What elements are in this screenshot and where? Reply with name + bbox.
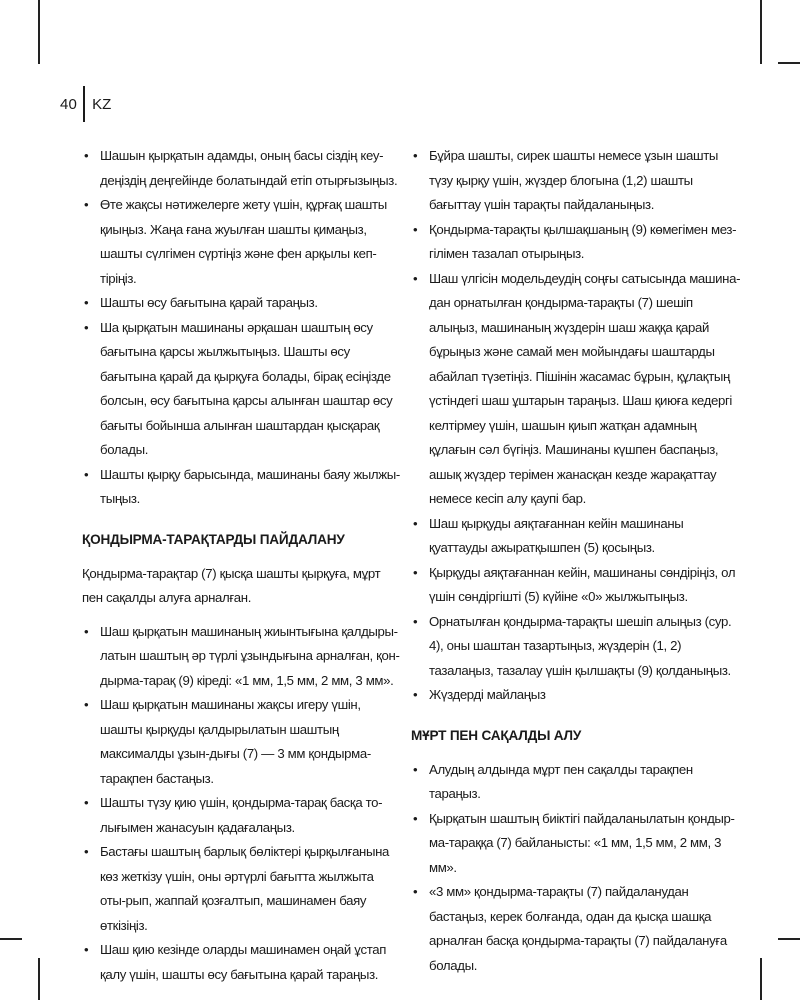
list-item: • Бұйра шашты, сирек шашты немесе ұзын шашты түзу қырқу үшін, жүздер блогына (1,2) шашты бағыттау үшін тарақты пайдаланыңыз. — [411, 144, 741, 218]
section-heading-comb-attachments: ҚОНДЫРМА-ТАРАҚТАРДЫ ПАЙДАЛАНУ — [82, 531, 345, 547]
list-item: • Шашын қырқатын адамды, оның басы сіздің кеу-деңіздің деңгейінде болатындай етіп отырғызыңыз. — [82, 144, 400, 193]
page-number: 40 — [60, 95, 78, 113]
list-item: • Шаш қырқатын машинаны жақсы игеру үшін, шашты қырқуды қалдырылатын шаштың максималды ұзын-дығы (7) — 3 мм қондырма-тарақпен бастаңыз. — [82, 693, 400, 791]
bullet-icon: • — [413, 810, 418, 826]
header-divider — [83, 86, 85, 122]
section-paragraph: Қондырма-тарақтар (7) қысқа шашты қырқуға, мұрт пен сақалды алуға арналған. — [82, 565, 381, 605]
list-item: • Бастағы шаштың барлық бөліктері қырқылғанына көз жеткізу үшін, оны әртүрлі бағытта жылжыта оты-рып, жаппай қозғалтып, машинамен баяу өткізіңіз. — [82, 840, 400, 938]
list-item: • Өте жақсы нәтижелерге жету үшін, құрғақ шашты қиыңыз. Жаңа ғана жуылған шашты қимаңыз, шашты сүлгімен сүртіңіз және фен арқылы кеп-тіріңіз. — [82, 193, 400, 291]
bullet-icon: • — [413, 515, 418, 531]
bullet-icon: • — [413, 148, 418, 163]
crop-mark-right-lower — [778, 938, 800, 940]
bullet-icon: • — [84, 844, 89, 859]
bullet-icon: • — [84, 623, 89, 639]
list-item: • Ша қырқатын машинаны әрқашан шаштың өсу бағытына қарсы жылжытыңыз. Шашты өсу бағытына қарай да қырқуға болады, бірақ есіңізде болсын, өсу бағытына қарсы алынған шаштар өсу бағыты бойынша алынған шаштардан қысқарақ болады. — [82, 316, 400, 463]
list-item: • Орнатылған қондырма-тарақты шешіп алыңыз (сур. 4), оны шаштан тазартыңыз, жүздерін (1, 2) тазалаңыз, тазалау үшін қылшақты (9) қолданыңыз. — [411, 610, 741, 684]
comb-attachment-list — [82, 620, 400, 988]
list-item: • Шаш қию кезінде оларды машинамен оңай ұстап қалу үшін, шашты өсу бағытына қарай тараңыз. — [82, 938, 400, 987]
bullet-icon: • — [413, 761, 418, 777]
bullet-icon: • — [84, 295, 89, 310]
list-item: • Қырқатын шаштың биіктігі пайдаланылатын қондыр-ма-тараққа (7) байланысты: «1 мм, 1,5 мм, 2 мм, 3 мм». — [411, 807, 741, 881]
bullet-icon: • — [84, 148, 89, 163]
comb-usage-list — [411, 144, 741, 708]
bullet-icon: • — [84, 697, 89, 712]
hair-cutting-tips-list — [82, 144, 400, 512]
crop-mark-top-right — [760, 0, 762, 64]
list-item: • «3 мм» қондырма-тарақты (7) пайдаланудан бастаңыз, керек болғанда, одан да қысқа шашқа арналған басқа қондырма-тарақты (7) пайдалануға болады. — [411, 880, 741, 978]
crop-mark-top-left — [38, 0, 40, 64]
list-item: • Шаш қырқатын машинаның жиынтығына қалдыры-латын шаштың әр түрлі ұзындығына арналған, қон-дырма-тарақ (9) кіреді: «1 мм, 1,5 мм, 2 мм, 3 мм». — [82, 620, 400, 694]
crop-mark-bottom-right — [760, 958, 762, 1000]
crop-mark-right-upper — [778, 62, 800, 64]
bullet-icon: • — [413, 270, 418, 286]
list-item: • Қондырма-тарақты қылшақшаның (9) көмегімен мез-гілімен тазалап отырыңыз. — [411, 218, 741, 267]
bullet-icon: • — [84, 319, 89, 335]
bullet-icon: • — [413, 564, 418, 580]
page-header — [60, 86, 111, 122]
bullet-icon: • — [413, 687, 418, 702]
section-heading-beard-trimming: МҰРТ ПЕН САҚАЛДЫ АЛУ — [411, 727, 582, 743]
list-item: • Шашты түзу қию үшін, қондырма-тарақ басқа то-лығымен жанасуын қадағалаңыз. — [82, 791, 400, 840]
bullet-icon: • — [84, 942, 89, 957]
list-item: • Алудың алдында мұрт пен сақалды тарақпен тараңыз. — [411, 758, 741, 807]
left-column — [82, 144, 400, 987]
list-item: • Шаш үлгісін модельдеудің соңғы сатысында машина-дан орнатылған қондырма-тарақты (7) шешіп алыңыз, машинаның жүздерін шаш жаққа қарай бұрыңыз және самай мен мойындағы шаштарды абайлап түзетіңіз. Пішінін жасамас бұрын, құлақтың үстіндегі шаш ұштарын тараңыз. Шаш қиюға кедергі келтірмеу үшін, шашын қиып жатқан адамның құлағын сәл бүгіңіз. Машинаны күшпен баспаңыз, ашық жүздер терімен жанасқан кезде жарақаттау немесе кесіп алу қаупі бар. — [411, 267, 741, 512]
bullet-icon: • — [84, 795, 89, 810]
bullet-icon: • — [84, 197, 89, 212]
language-code: KZ — [92, 95, 112, 113]
list-item: • Шашты өсу бағытына қарай тараңыз. — [82, 291, 400, 316]
list-item: • Жүздерді майлаңыз — [411, 683, 741, 708]
list-item: • Шаш қырқуды аяқтағаннан кейін машинаны қуаттауды ажыратқышпен (5) қосыңыз. — [411, 512, 741, 561]
crop-mark-left-lower — [0, 938, 22, 940]
bullet-icon: • — [413, 613, 418, 629]
bullet-icon: • — [413, 221, 418, 237]
crop-mark-bottom-left — [38, 958, 40, 1000]
bullet-icon: • — [413, 884, 418, 899]
bullet-icon: • — [84, 466, 89, 482]
list-item: • Шашты қырқу барысында, машинаны баяу жылжы-тыңыз. — [82, 463, 400, 512]
list-item: • Қырқуды аяқтағаннан кейін, машинаны сөндіріңіз, ол үшін сөндіргішті (5) күйіне «0» жылжытыңыз. — [411, 561, 741, 610]
beard-trimming-list — [411, 758, 741, 979]
right-column — [411, 144, 741, 978]
